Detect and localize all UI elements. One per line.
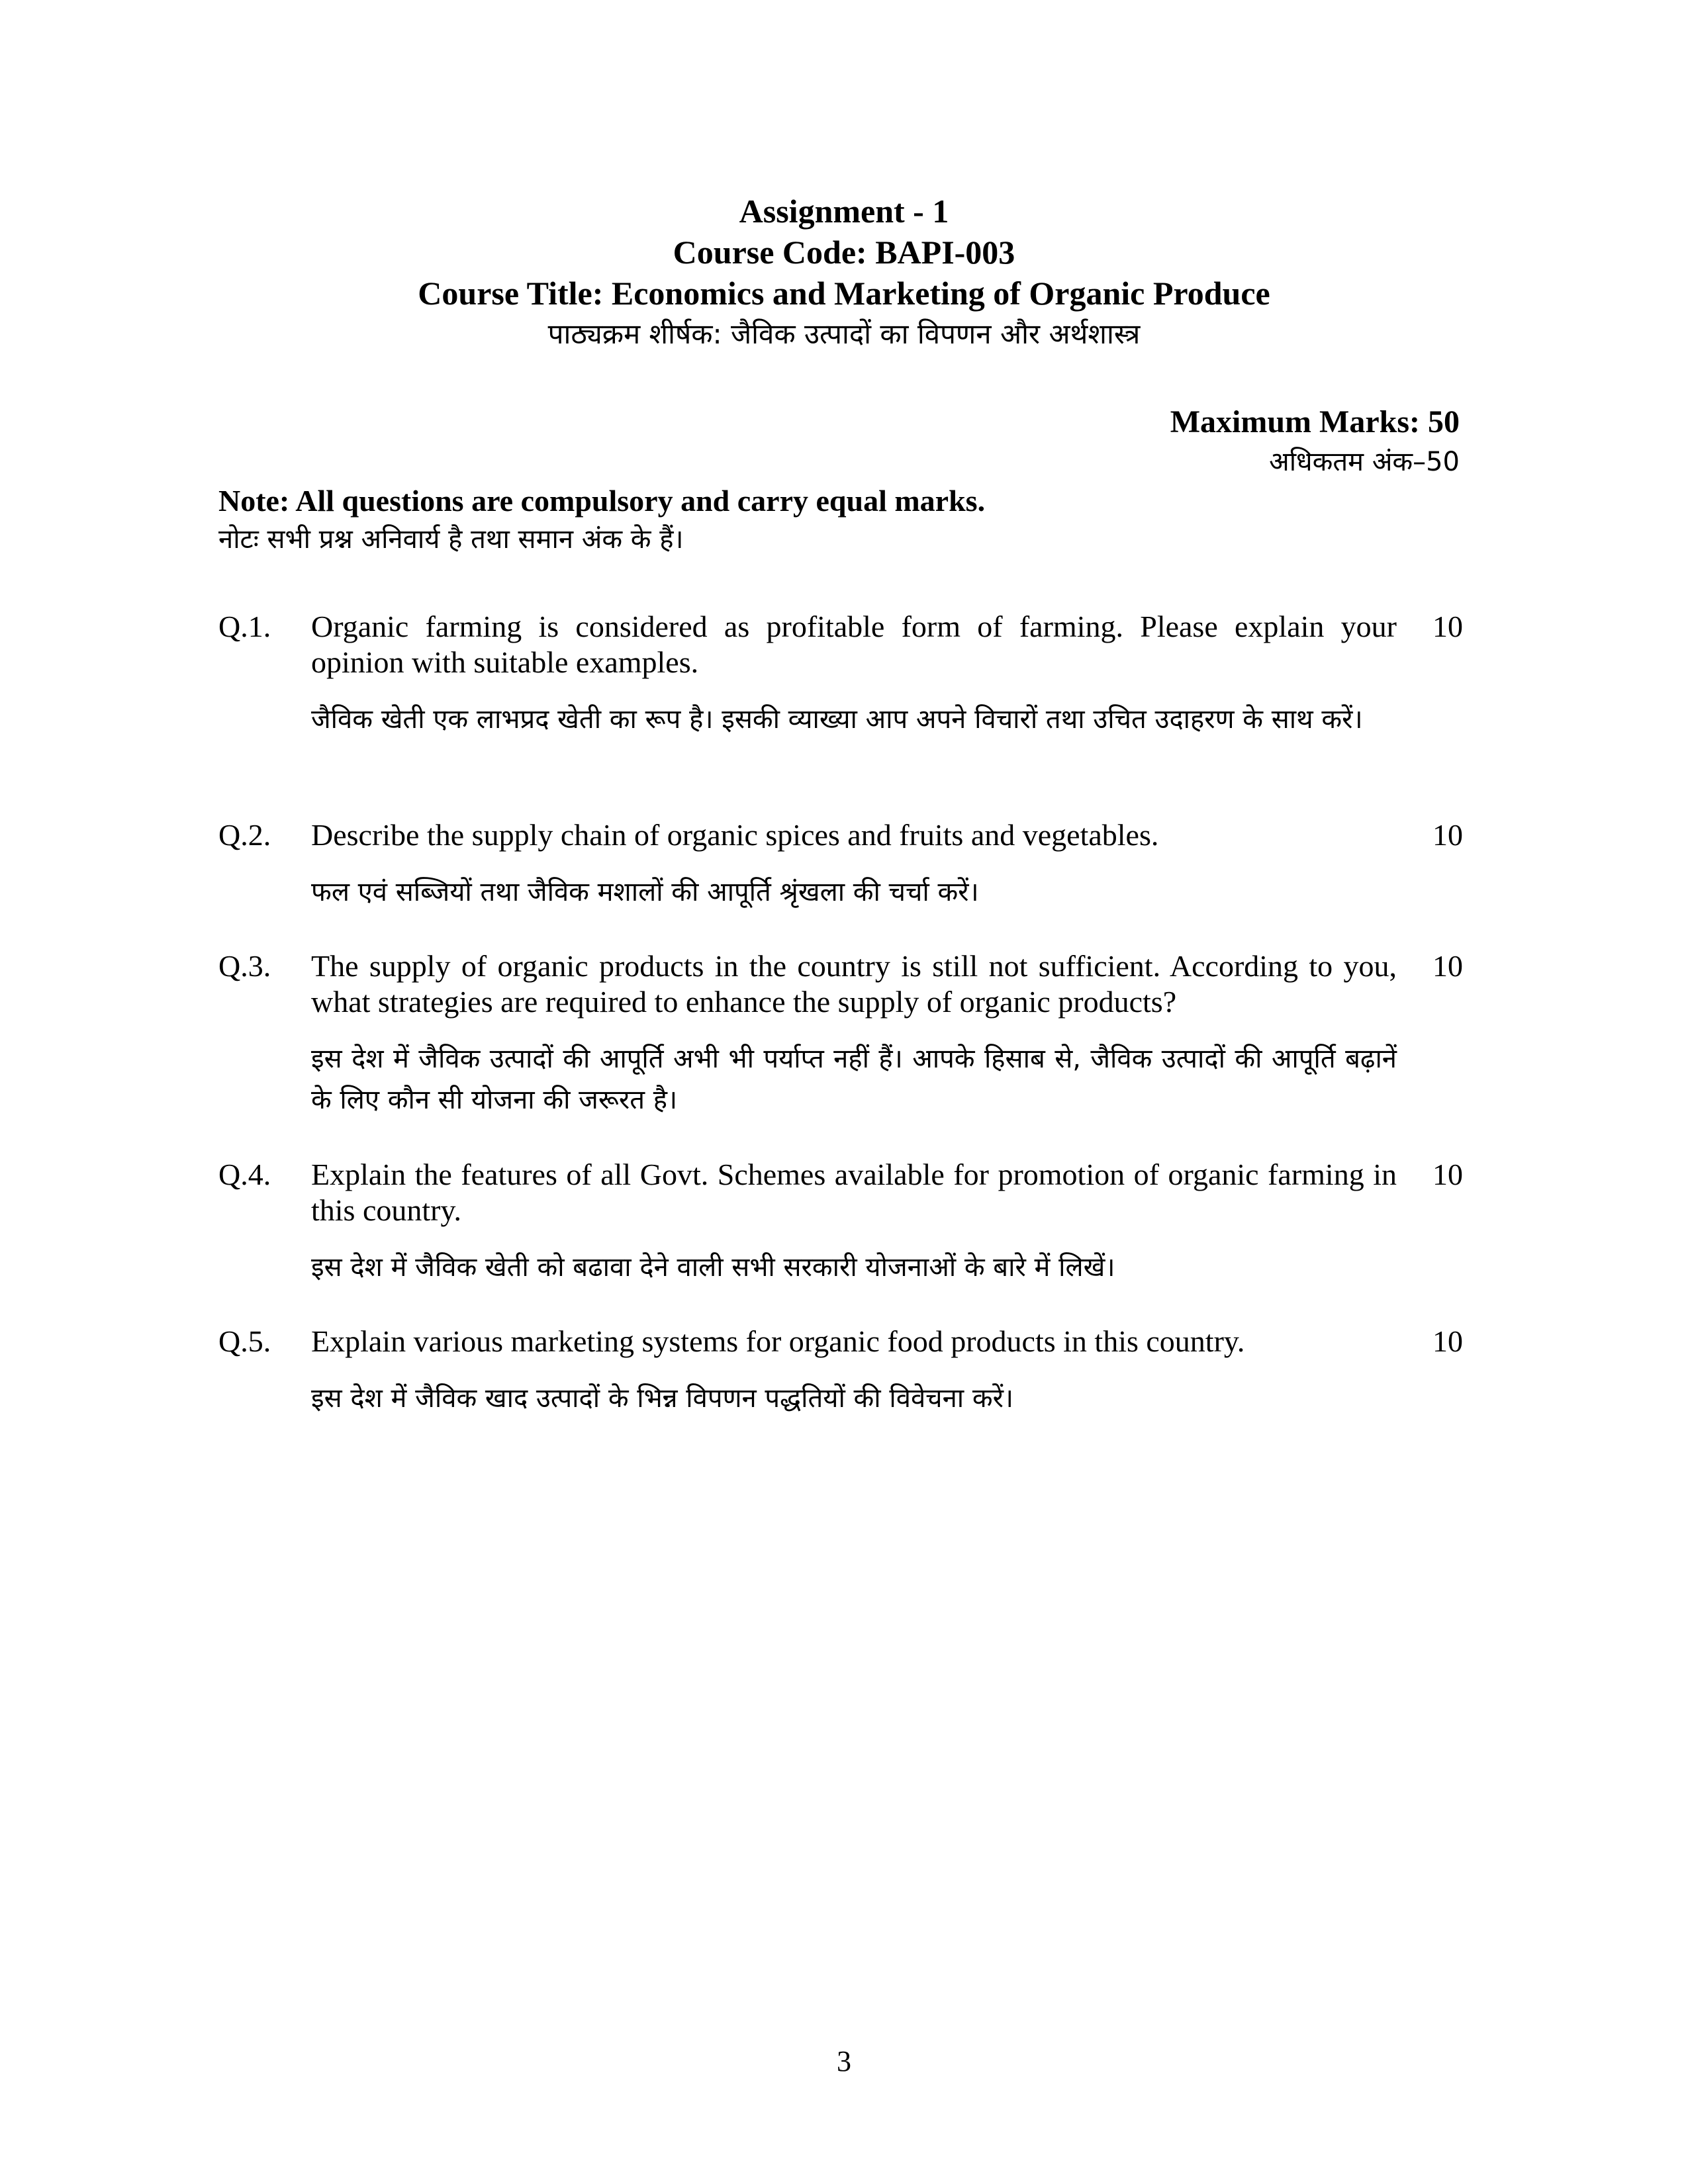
course-title-hindi: पाठ्यक्रम शीर्षक: जैविक उत्पादों का विपणन और अर्थशास्त्र — [547, 318, 1141, 350]
note-english: Note: All questions are compulsory and carry equal marks. — [218, 484, 986, 518]
question-text-hindi: जैविक खेती एक लाभप्रद खेती का रूप है। इसकी व्याख्या आप अपने विचारों तथा उचित उदाहरण के साथ करें। — [311, 704, 1363, 735]
maximum-marks-hindi: अधिकतम अंक–50 — [1269, 447, 1460, 477]
question-number: Q.5. — [218, 1324, 271, 1358]
question-text-english: Explain the features of all Govt. Schemes available for promotion of organic farming in this country. — [311, 1158, 1397, 1227]
question-marks: 10 — [1432, 1158, 1463, 1191]
question-marks: 10 — [1432, 949, 1463, 983]
assignment-header — [0, 191, 1688, 355]
question-marks: 10 — [1432, 1324, 1463, 1358]
question-text-english: Describe the supply chain of organic spices and fruits and vegetables. — [311, 818, 1159, 852]
question-number: Q.4. — [218, 1158, 271, 1191]
instructions-note — [218, 482, 985, 559]
question-marks: 10 — [1432, 818, 1463, 852]
question-marks: 10 — [1432, 610, 1463, 643]
maximum-marks-english: Maximum Marks: 50 — [1170, 404, 1460, 439]
question-text-hindi: इस देश में जैविक खाद उत्पादों के भिन्न विपणन पद्धतियों की विवेचना करें। — [311, 1383, 1014, 1414]
maximum-marks — [1170, 402, 1460, 482]
page-number: 3 — [837, 2045, 851, 2077]
question-number: Q.3. — [218, 949, 271, 983]
question-text-hindi: इस देश में जैविक उत्पादों की आपूर्ति अभी भी पर्याप्त नहीं हैं। आपके हिसाब से, जैविक उत्पादों की आपूर्ति बढ़ानें के लिए कौन सी योजना की जरूरत है। — [311, 1044, 1397, 1115]
question-text-english: The supply of organic products in the country is still not sufficient. According to you, what strategies are required to enhance the supply of organic products? — [311, 949, 1397, 1019]
question-number: Q.1. — [218, 610, 271, 643]
question-text-english: Organic farming is considered as profitable form of farming. Please explain your opinion with suitable examples. — [311, 610, 1397, 679]
question-number: Q.2. — [218, 818, 271, 852]
course-title: Course Title: Economics and Marketing of Organic Produce — [418, 275, 1270, 312]
note-hindi: नोटः सभी प्रश्न अनिवार्य है तथा समान अंक के हैं। — [218, 524, 684, 555]
question-text-hindi: इस देश में जैविक खेती को बढावा देने वाली सभी सरकारी योजनाओं के बारे में लिखें। — [311, 1252, 1115, 1283]
assignment-title: Assignment - 1 — [739, 193, 949, 230]
question-text-hindi: फल एवं सब्जियों तथा जैविक मशालों की आपूर्ति श्रृंखला की चर्चा करें। — [311, 877, 979, 907]
course-code: Course Code: BAPI-003 — [673, 234, 1015, 271]
question-text-english: Explain various marketing systems for organic food products in this country. — [311, 1324, 1245, 1358]
